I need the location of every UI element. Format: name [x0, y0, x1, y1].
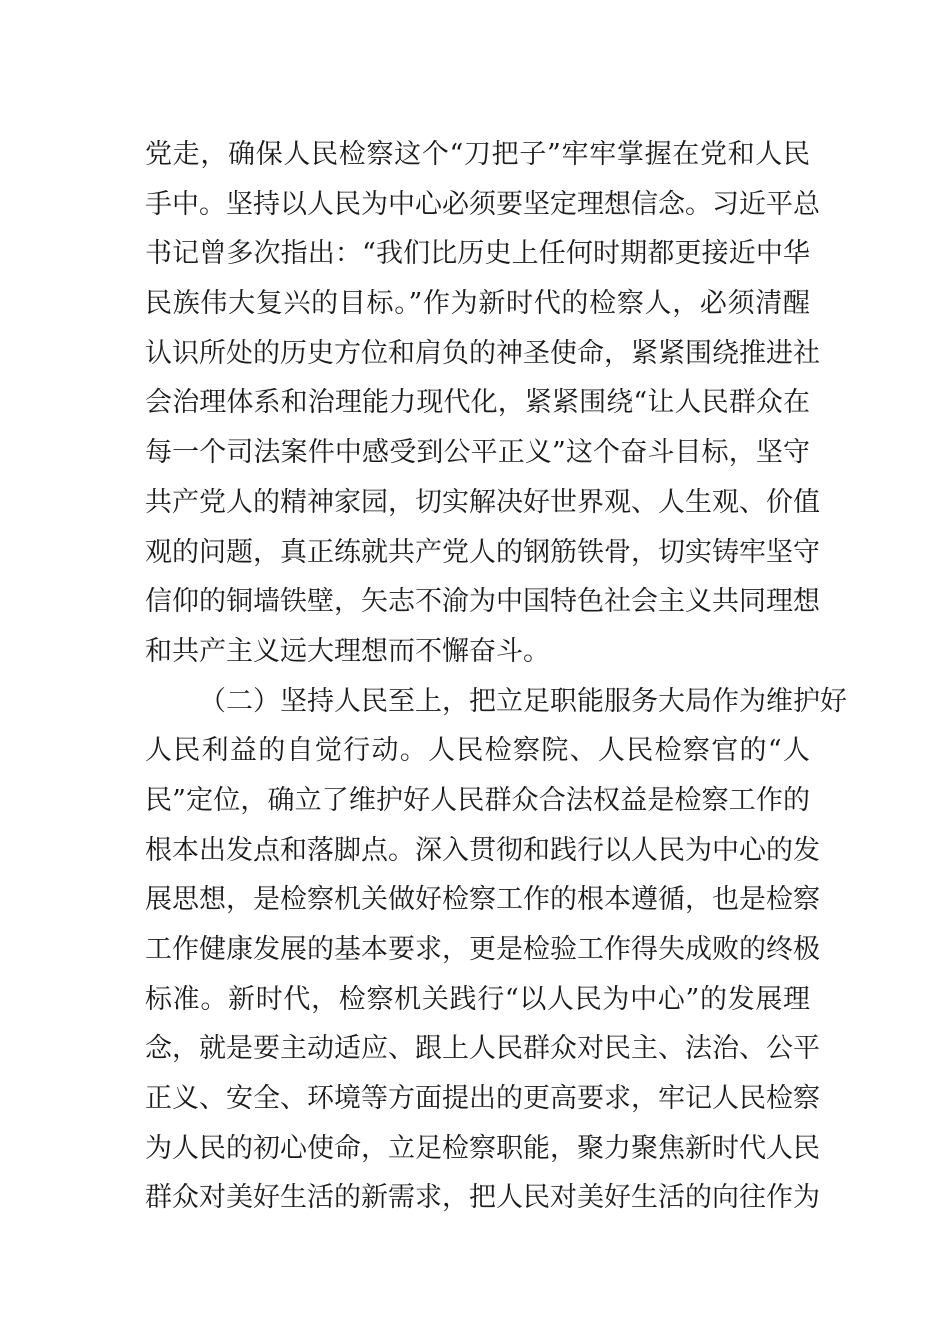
- text-line: 工作健康发展的基本要求，更是检验工作得失成败的终极: [145, 934, 820, 965]
- text-line: 展思想，是检察机关做好检察工作的根本遵循，也是检察: [145, 884, 820, 916]
- text-line: 人民利益的自觉行动。人民检察院、人民检察官的“人: [145, 735, 810, 767]
- text-line: 正义、安全、环境等方面提出的更高要求，牢记人民检察: [145, 1083, 820, 1115]
- document-body: [145, 130, 847, 1223]
- text-line: 观的问题，真正练就共产党人的钢筋铁骨，切实铸牢坚守: [145, 536, 820, 568]
- paragraph-2: [145, 677, 847, 1224]
- text-line: （二）坚持人民至上，把立足职能服务大局作为维护好: [199, 685, 847, 717]
- text-line: 群众对美好生活的新需求，把人民对美好生活的向往作为: [145, 1182, 820, 1214]
- text-line: 和共产主义远大理想而不懈奋斗。: [145, 635, 550, 667]
- text-line: 共产党人的精神家园，切实解决好世界观、人生观、价值: [145, 486, 820, 518]
- text-line: 认识所处的历史方位和肩负的神圣使命，紧紧围绕推进社: [145, 337, 820, 369]
- text-line: 会治理体系和治理能力现代化，紧紧围绕“让人民群众在: [145, 387, 810, 419]
- text-line: 根本出发点和落脚点。深入贯彻和践行以人民为中心的发: [145, 834, 820, 866]
- text-line: 书记曾多次指出：“我们比历史上任何时期都更接近中华: [145, 238, 810, 270]
- text-line: 党走，确保人民检察这个“刀把子”牢牢掌握在党和人民: [145, 139, 810, 170]
- text-line: 为人民的初心使命，立足检察职能，聚力聚焦新时代人民: [145, 1132, 820, 1164]
- text-line: 民族伟大复兴的目标。”作为新时代的检察人，必须清醒: [145, 288, 810, 320]
- text-line: 手中。坚持以人民为中心必须要坚定理想信念。习近平总: [145, 188, 820, 220]
- text-line: 标准。新时代，检察机关践行“以人民为中心”的发展理: [145, 983, 810, 1015]
- text-line: 民”定位，确立了维护好人民群众合法权益是检察工作的: [145, 784, 810, 816]
- text-line: 念，就是要主动适应、跟上人民群众对民主、法治、公平: [145, 1033, 820, 1065]
- text-line: 信仰的铜墙铁壁，矢志不渝为中国特色社会主义共同理想: [145, 586, 820, 618]
- text-line: 每一个司法案件中感受到公平正义”这个奋斗目标，坚守: [145, 437, 810, 469]
- paragraph-1: [145, 130, 820, 677]
